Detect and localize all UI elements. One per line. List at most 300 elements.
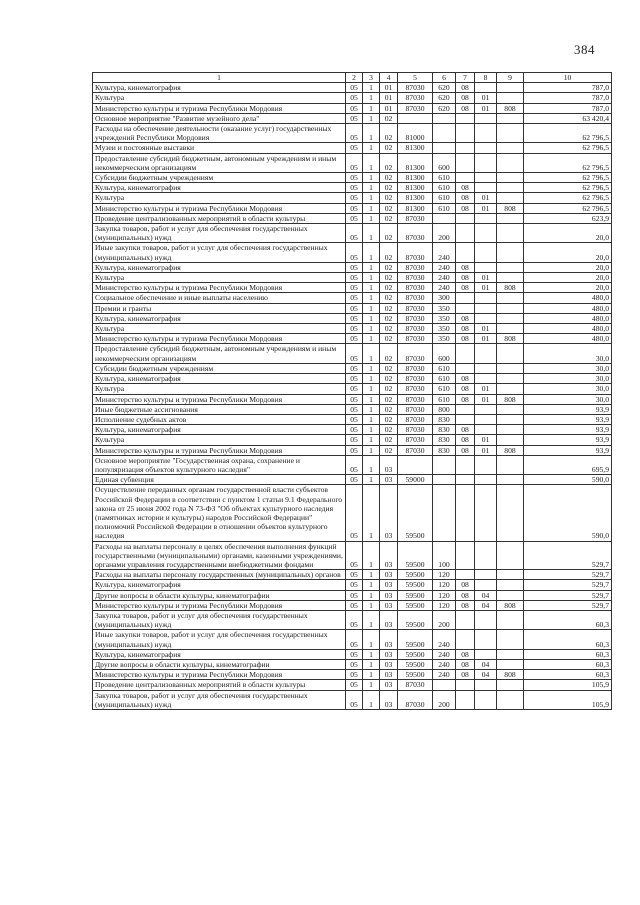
amount-cell: 93,9 bbox=[524, 425, 612, 435]
code-cell bbox=[475, 173, 497, 183]
table-row bbox=[93, 113, 612, 123]
code-cell: 81300 bbox=[398, 203, 433, 213]
code-cell: 808 bbox=[497, 283, 524, 293]
table-row bbox=[93, 183, 612, 193]
code-cell: 01 bbox=[475, 193, 497, 203]
code-cell bbox=[475, 262, 497, 272]
code-cell: 87030 bbox=[398, 83, 433, 93]
table-row bbox=[93, 659, 612, 669]
code-cell bbox=[433, 213, 456, 223]
code-cell: 04 bbox=[475, 670, 497, 680]
row-name-cell: Культура, кинематография bbox=[93, 83, 346, 93]
code-cell: 08 bbox=[456, 283, 475, 293]
row-name-cell: Социальное обеспечение и иные выплаты населению bbox=[93, 293, 346, 303]
code-cell: 05 bbox=[346, 541, 363, 570]
code-cell bbox=[497, 93, 524, 103]
code-cell: 620 bbox=[433, 83, 456, 93]
code-cell: 08 bbox=[456, 193, 475, 203]
row-name-cell: Исполнение судебных актов bbox=[93, 414, 346, 424]
col-header-code: 8 bbox=[475, 73, 497, 83]
table-row bbox=[93, 425, 612, 435]
table-row bbox=[93, 224, 612, 243]
code-cell: 05 bbox=[346, 670, 363, 680]
row-name-cell: Другие вопросы в области культуры, кинематографии bbox=[93, 590, 346, 600]
code-cell bbox=[475, 485, 497, 541]
code-cell bbox=[456, 455, 475, 474]
code-cell: 1 bbox=[363, 374, 380, 384]
code-cell: 59500 bbox=[398, 590, 433, 600]
code-cell: 1 bbox=[363, 183, 380, 193]
code-cell: 05 bbox=[346, 485, 363, 541]
code-cell: 02 bbox=[380, 414, 398, 424]
code-cell: 87030 bbox=[398, 404, 433, 414]
code-cell: 02 bbox=[380, 203, 398, 213]
code-cell: 03 bbox=[380, 570, 398, 580]
code-cell: 87030 bbox=[398, 680, 433, 690]
code-cell: 08 bbox=[456, 435, 475, 445]
col-header-code: 9 bbox=[497, 73, 524, 83]
code-cell: 05 bbox=[346, 93, 363, 103]
amount-cell: 529,7 bbox=[524, 541, 612, 570]
code-cell bbox=[433, 143, 456, 153]
code-cell: 08 bbox=[456, 425, 475, 435]
code-cell: 610 bbox=[433, 394, 456, 404]
code-cell bbox=[456, 173, 475, 183]
code-cell: 87030 bbox=[398, 394, 433, 404]
code-cell: 05 bbox=[346, 153, 363, 172]
code-cell: 610 bbox=[433, 363, 456, 373]
code-cell: 1 bbox=[363, 153, 380, 172]
code-cell bbox=[497, 580, 524, 590]
row-name-cell: Культура bbox=[93, 193, 346, 203]
amount-cell: 60,3 bbox=[524, 659, 612, 669]
code-cell bbox=[475, 124, 497, 143]
code-cell: 610 bbox=[433, 203, 456, 213]
code-cell: 1 bbox=[363, 680, 380, 690]
table-row bbox=[93, 435, 612, 445]
amount-cell: 590,0 bbox=[524, 475, 612, 485]
code-cell: 87030 bbox=[398, 262, 433, 272]
code-cell: 05 bbox=[346, 394, 363, 404]
code-cell bbox=[497, 435, 524, 445]
row-name-cell: Иные бюджетные ассигнования bbox=[93, 404, 346, 414]
row-name-cell: Предоставление субсидий бюджетным, автономным учреждениям и иным некоммерческим организациям bbox=[93, 153, 346, 172]
row-name-cell: Основное мероприятие "Государственная охрана, сохранение и популяризация объектов культурного наследия" bbox=[93, 455, 346, 474]
code-cell: 81000 bbox=[398, 124, 433, 143]
code-cell bbox=[475, 153, 497, 172]
table-row bbox=[93, 103, 612, 113]
code-cell bbox=[497, 485, 524, 541]
code-cell: 08 bbox=[456, 600, 475, 610]
code-cell: 59500 bbox=[398, 630, 433, 649]
code-cell bbox=[475, 630, 497, 649]
code-cell: 808 bbox=[497, 670, 524, 680]
code-cell bbox=[475, 404, 497, 414]
table-row bbox=[93, 93, 612, 103]
code-cell: 1 bbox=[363, 435, 380, 445]
row-name-cell: Музеи и постоянные выставки bbox=[93, 143, 346, 153]
code-cell: 04 bbox=[475, 600, 497, 610]
code-cell: 08 bbox=[456, 313, 475, 323]
code-cell: 87030 bbox=[398, 93, 433, 103]
code-cell: 1 bbox=[363, 193, 380, 203]
amount-cell: 480,0 bbox=[524, 313, 612, 323]
code-cell: 1 bbox=[363, 293, 380, 303]
code-cell bbox=[497, 262, 524, 272]
code-cell: 59500 bbox=[398, 649, 433, 659]
code-cell: 87030 bbox=[398, 334, 433, 344]
code-cell: 01 bbox=[475, 324, 497, 334]
code-cell bbox=[497, 610, 524, 629]
row-name-cell: Культура, кинематография bbox=[93, 580, 346, 590]
code-cell: 02 bbox=[380, 153, 398, 172]
row-name-cell: Расходы на выплаты персоналу в целях обеспечения выполнения функций государственными (муниципальными) органами, казенными учреждениями, органами управления государственными внебюджетными фондами bbox=[93, 541, 346, 570]
code-cell bbox=[456, 630, 475, 649]
table-row bbox=[93, 630, 612, 649]
amount-cell: 480,0 bbox=[524, 303, 612, 313]
amount-cell: 20,0 bbox=[524, 224, 612, 243]
code-cell: 02 bbox=[380, 213, 398, 223]
code-cell: 59500 bbox=[398, 610, 433, 629]
code-cell bbox=[497, 324, 524, 334]
code-cell: 02 bbox=[380, 313, 398, 323]
amount-cell: 30,0 bbox=[524, 394, 612, 404]
code-cell: 05 bbox=[346, 183, 363, 193]
code-cell: 05 bbox=[346, 374, 363, 384]
code-cell bbox=[456, 485, 475, 541]
code-cell: 1 bbox=[363, 334, 380, 344]
code-cell: 04 bbox=[475, 590, 497, 600]
code-cell bbox=[475, 475, 497, 485]
table-row bbox=[93, 213, 612, 223]
code-cell: 59500 bbox=[398, 570, 433, 580]
row-name-cell: Закупка товаров, работ и услуг для обеспечения государственных (муниципальных) нужд bbox=[93, 224, 346, 243]
code-cell bbox=[456, 243, 475, 262]
code-cell bbox=[475, 183, 497, 193]
code-cell: 02 bbox=[380, 293, 398, 303]
amount-cell: 529,7 bbox=[524, 600, 612, 610]
code-cell: 1 bbox=[363, 83, 380, 93]
code-cell: 08 bbox=[456, 183, 475, 193]
code-cell: 05 bbox=[346, 103, 363, 113]
amount-cell: 529,7 bbox=[524, 580, 612, 590]
code-cell: 02 bbox=[380, 124, 398, 143]
code-cell bbox=[497, 680, 524, 690]
code-cell: 830 bbox=[433, 425, 456, 435]
amount-cell: 695,9 bbox=[524, 455, 612, 474]
code-cell: 610 bbox=[433, 183, 456, 193]
table-row bbox=[93, 143, 612, 153]
code-cell bbox=[456, 303, 475, 313]
code-cell: 05 bbox=[346, 363, 363, 373]
code-cell bbox=[433, 455, 456, 474]
row-name-cell: Культура bbox=[93, 273, 346, 283]
code-cell: 05 bbox=[346, 173, 363, 183]
row-name-cell: Министерство культуры и туризма Республики Мордовия bbox=[93, 445, 346, 455]
code-cell: 05 bbox=[346, 293, 363, 303]
row-name-cell: Проведение централизованных мероприятий в области культуры bbox=[93, 213, 346, 223]
code-cell bbox=[475, 455, 497, 474]
code-cell: 08 bbox=[456, 334, 475, 344]
code-cell: 1 bbox=[363, 455, 380, 474]
code-cell: 240 bbox=[433, 630, 456, 649]
code-cell: 120 bbox=[433, 600, 456, 610]
code-cell bbox=[497, 273, 524, 283]
code-cell: 300 bbox=[433, 293, 456, 303]
code-cell: 02 bbox=[380, 425, 398, 435]
code-cell bbox=[497, 224, 524, 243]
code-cell: 03 bbox=[380, 670, 398, 680]
code-cell bbox=[497, 363, 524, 373]
code-cell: 1 bbox=[363, 283, 380, 293]
code-cell: 1 bbox=[363, 203, 380, 213]
table-row bbox=[93, 374, 612, 384]
code-cell: 1 bbox=[363, 600, 380, 610]
code-cell: 01 bbox=[380, 83, 398, 93]
row-name-cell: Министерство культуры и туризма Республики Мордовия bbox=[93, 670, 346, 680]
row-name-cell: Министерство культуры и туризма Республики Мордовия bbox=[93, 600, 346, 610]
row-name-cell: Основное мероприятие "Развитие музейного дела" bbox=[93, 113, 346, 123]
code-cell bbox=[433, 485, 456, 541]
table-row bbox=[93, 670, 612, 680]
code-cell: 05 bbox=[346, 303, 363, 313]
amount-cell: 62 796,5 bbox=[524, 183, 612, 193]
code-cell bbox=[497, 649, 524, 659]
row-name-cell: Осуществление переданных органам государственной власти субъектов Российской Федерации в соответствии с пунктом 1 статьи 9.1 Федерального закона от 25 июня 2002 года N 73-ФЗ "Об объектах культурного наследия (памятниках истории и культуры) народов Российской Федерации" полномочий Российской Федерации в отношении объектов культурного наследия bbox=[93, 485, 346, 541]
table-row bbox=[93, 262, 612, 272]
amount-cell: 93,9 bbox=[524, 445, 612, 455]
table-row bbox=[93, 283, 612, 293]
code-cell: 05 bbox=[346, 435, 363, 445]
code-cell: 08 bbox=[456, 384, 475, 394]
code-cell: 100 bbox=[433, 541, 456, 570]
code-cell bbox=[433, 124, 456, 143]
code-cell: 200 bbox=[433, 610, 456, 629]
code-cell bbox=[497, 404, 524, 414]
amount-cell: 787,0 bbox=[524, 93, 612, 103]
code-cell bbox=[475, 313, 497, 323]
code-cell bbox=[456, 475, 475, 485]
code-cell: 87030 bbox=[398, 445, 433, 455]
code-cell bbox=[497, 690, 524, 709]
code-cell: 87030 bbox=[398, 363, 433, 373]
table-row bbox=[93, 610, 612, 629]
code-cell: 01 bbox=[475, 435, 497, 445]
row-name-cell: Премии и гранты bbox=[93, 303, 346, 313]
code-cell: 350 bbox=[433, 313, 456, 323]
table-row bbox=[93, 680, 612, 690]
code-cell: 05 bbox=[346, 475, 363, 485]
code-cell: 87030 bbox=[398, 435, 433, 445]
code-cell bbox=[475, 293, 497, 303]
code-cell: 02 bbox=[380, 324, 398, 334]
code-cell: 87030 bbox=[398, 213, 433, 223]
amount-cell: 20,0 bbox=[524, 283, 612, 293]
code-cell bbox=[497, 475, 524, 485]
row-name-cell: Субсидии бюджетным учреждениям bbox=[93, 173, 346, 183]
code-cell: 87030 bbox=[398, 414, 433, 424]
code-cell bbox=[475, 213, 497, 223]
code-cell: 620 bbox=[433, 93, 456, 103]
code-cell: 02 bbox=[380, 445, 398, 455]
code-cell: 05 bbox=[346, 83, 363, 93]
code-cell: 02 bbox=[380, 173, 398, 183]
code-cell: 830 bbox=[433, 445, 456, 455]
code-cell: 01 bbox=[475, 93, 497, 103]
code-cell bbox=[475, 243, 497, 262]
code-cell bbox=[497, 243, 524, 262]
row-name-cell: Иные закупки товаров, работ и услуг для обеспечения государственных (муниципальных) нужд bbox=[93, 243, 346, 262]
code-cell: 08 bbox=[456, 103, 475, 113]
code-cell bbox=[456, 344, 475, 363]
code-cell bbox=[475, 344, 497, 363]
code-cell: 1 bbox=[363, 649, 380, 659]
row-name-cell: Расходы на обеспечение деятельности (оказание услуг) государственных учреждений Республики Мордовия bbox=[93, 124, 346, 143]
code-cell: 87030 bbox=[398, 313, 433, 323]
code-cell: 1 bbox=[363, 324, 380, 334]
code-cell: 02 bbox=[380, 113, 398, 123]
amount-cell: 62 796,5 bbox=[524, 124, 612, 143]
code-cell: 08 bbox=[456, 580, 475, 590]
code-cell: 03 bbox=[380, 475, 398, 485]
row-name-cell: Культура, кинематография bbox=[93, 374, 346, 384]
code-cell: 1 bbox=[363, 475, 380, 485]
table-row bbox=[93, 83, 612, 93]
code-cell: 1 bbox=[363, 313, 380, 323]
code-cell bbox=[475, 680, 497, 690]
code-cell: 830 bbox=[433, 435, 456, 445]
table-row bbox=[93, 173, 612, 183]
col-header-code: 6 bbox=[433, 73, 456, 83]
code-cell: 04 bbox=[475, 659, 497, 669]
code-cell: 03 bbox=[380, 455, 398, 474]
row-name-cell: Закупка товаров, работ и услуг для обеспечения государственных (муниципальных) нужд bbox=[93, 610, 346, 629]
row-name-cell: Министерство культуры и туризма Республики Мордовия bbox=[93, 103, 346, 113]
code-cell bbox=[456, 414, 475, 424]
col-header-amount: 10 bbox=[524, 73, 612, 83]
code-cell: 02 bbox=[380, 183, 398, 193]
code-cell: 87030 bbox=[398, 283, 433, 293]
table-row bbox=[93, 404, 612, 414]
code-cell bbox=[497, 124, 524, 143]
code-cell: 81300 bbox=[398, 193, 433, 203]
table-row bbox=[93, 455, 612, 474]
code-cell: 1 bbox=[363, 344, 380, 363]
code-cell: 03 bbox=[380, 649, 398, 659]
code-cell: 1 bbox=[363, 384, 380, 394]
code-cell: 05 bbox=[346, 273, 363, 283]
code-cell: 08 bbox=[456, 394, 475, 404]
table-row bbox=[93, 384, 612, 394]
code-cell: 1 bbox=[363, 485, 380, 541]
code-cell: 200 bbox=[433, 690, 456, 709]
table-row bbox=[93, 303, 612, 313]
row-name-cell: Расходы на выплаты персоналу государственных (муниципальных) органов bbox=[93, 570, 346, 580]
code-cell: 1 bbox=[363, 570, 380, 580]
code-cell: 240 bbox=[433, 273, 456, 283]
table-row bbox=[93, 193, 612, 203]
code-cell: 1 bbox=[363, 590, 380, 600]
amount-cell: 30,0 bbox=[524, 363, 612, 373]
code-cell: 02 bbox=[380, 303, 398, 313]
code-cell bbox=[475, 425, 497, 435]
code-cell bbox=[475, 143, 497, 153]
row-name-cell: Культура, кинематография bbox=[93, 262, 346, 272]
code-cell: 05 bbox=[346, 455, 363, 474]
page-number: 384 bbox=[574, 42, 595, 57]
amount-cell: 93,9 bbox=[524, 404, 612, 414]
code-cell: 87030 bbox=[398, 690, 433, 709]
code-cell: 01 bbox=[475, 384, 497, 394]
code-cell bbox=[497, 143, 524, 153]
code-cell: 08 bbox=[456, 590, 475, 600]
code-cell: 1 bbox=[363, 659, 380, 669]
col-header-code: 7 bbox=[456, 73, 475, 83]
amount-cell: 93,9 bbox=[524, 435, 612, 445]
amount-cell: 62 796,5 bbox=[524, 173, 612, 183]
table-row bbox=[93, 649, 612, 659]
code-cell: 03 bbox=[380, 610, 398, 629]
code-cell: 1 bbox=[363, 243, 380, 262]
code-cell bbox=[497, 414, 524, 424]
code-cell: 610 bbox=[433, 374, 456, 384]
code-cell: 05 bbox=[346, 213, 363, 223]
code-cell: 808 bbox=[497, 394, 524, 404]
code-cell: 03 bbox=[380, 630, 398, 649]
code-cell: 02 bbox=[380, 384, 398, 394]
code-cell bbox=[497, 455, 524, 474]
row-name-cell: Министерство культуры и туризма Республики Мордовия bbox=[93, 334, 346, 344]
code-cell: 08 bbox=[456, 83, 475, 93]
code-cell: 05 bbox=[346, 344, 363, 363]
code-cell: 87030 bbox=[398, 243, 433, 262]
amount-cell: 62 796,5 bbox=[524, 153, 612, 172]
code-cell: 87030 bbox=[398, 293, 433, 303]
table-row bbox=[93, 541, 612, 570]
code-cell bbox=[456, 690, 475, 709]
code-cell: 1 bbox=[363, 425, 380, 435]
code-cell: 600 bbox=[433, 344, 456, 363]
code-cell bbox=[475, 610, 497, 629]
code-cell: 05 bbox=[346, 313, 363, 323]
code-cell: 05 bbox=[346, 590, 363, 600]
code-cell: 610 bbox=[433, 193, 456, 203]
code-cell bbox=[456, 610, 475, 629]
code-cell: 1 bbox=[363, 143, 380, 153]
code-cell bbox=[497, 213, 524, 223]
code-cell: 1 bbox=[363, 630, 380, 649]
code-cell: 02 bbox=[380, 334, 398, 344]
amount-cell: 62 796,5 bbox=[524, 193, 612, 203]
code-cell: 05 bbox=[346, 334, 363, 344]
code-cell bbox=[497, 541, 524, 570]
table-row bbox=[93, 580, 612, 590]
row-name-cell: Культура, кинематография bbox=[93, 425, 346, 435]
code-cell: 05 bbox=[346, 425, 363, 435]
code-cell: 03 bbox=[380, 600, 398, 610]
code-cell: 02 bbox=[380, 363, 398, 373]
code-cell bbox=[497, 425, 524, 435]
code-cell: 610 bbox=[433, 384, 456, 394]
amount-cell: 623,9 bbox=[524, 213, 612, 223]
code-cell bbox=[497, 183, 524, 193]
code-cell bbox=[456, 541, 475, 570]
code-cell: 350 bbox=[433, 334, 456, 344]
code-cell bbox=[456, 124, 475, 143]
code-cell: 87030 bbox=[398, 425, 433, 435]
code-cell bbox=[475, 374, 497, 384]
code-cell bbox=[497, 630, 524, 649]
